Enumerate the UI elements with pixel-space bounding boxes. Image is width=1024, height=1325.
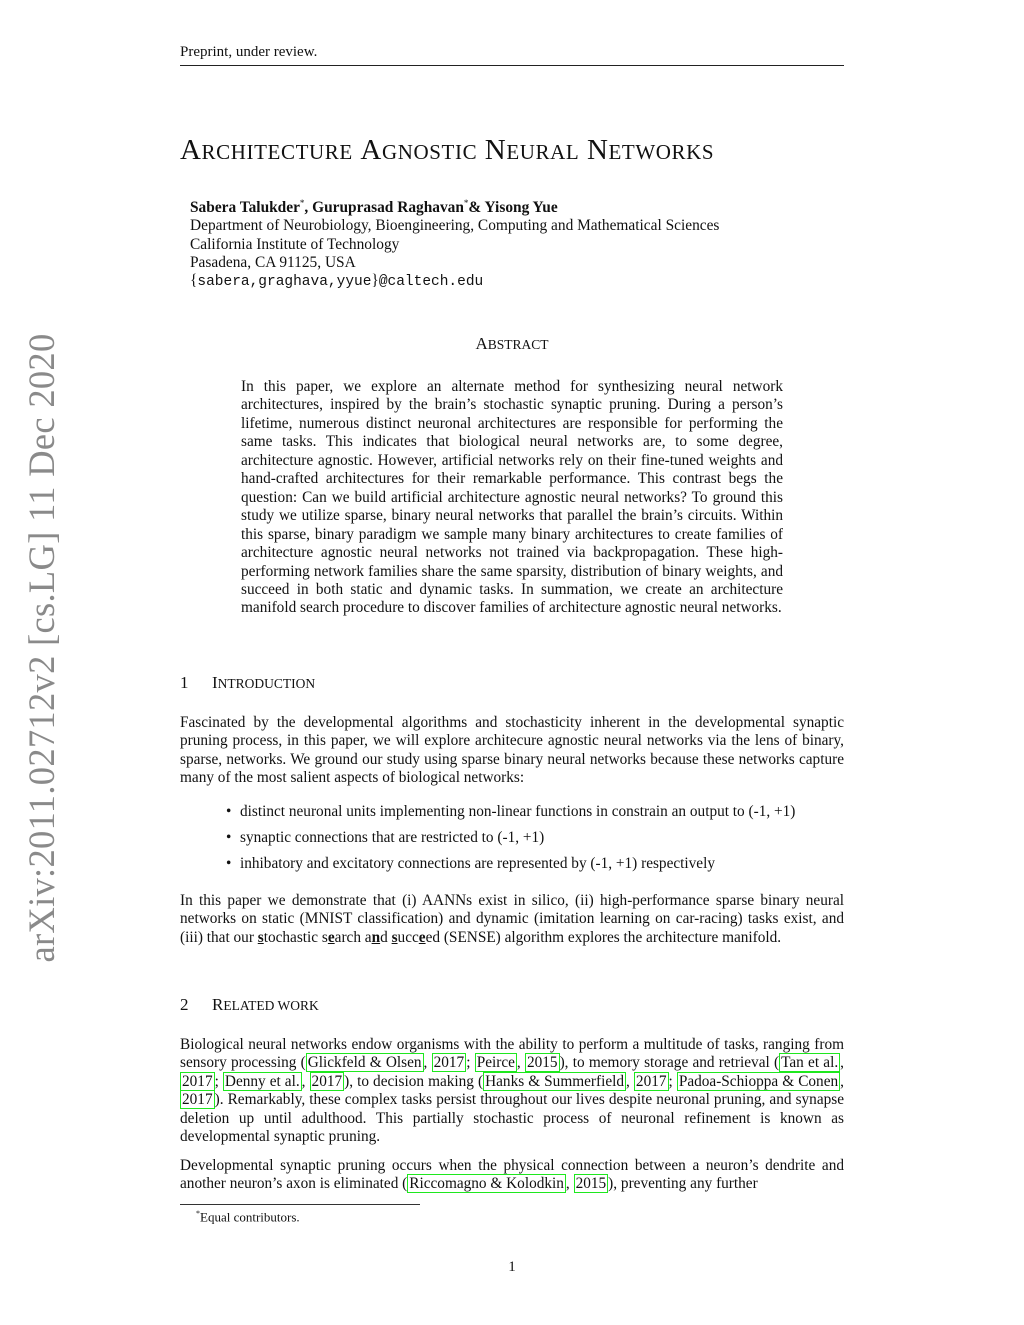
intro-paragraph-1: Fascinated by the developmental algorithms and stochasticity inherent in the developmental synaptic pruning process, in this paper, we will explore architecure agnostic neural networks via the lens of binary, sparse, networks. We ground our study using sparse binary neural networks because these networks capture many of the most salient aspects of biological networks:	[180, 714, 844, 787]
footnote: *Equal contributors.	[196, 1209, 300, 1225]
list-item: • distinct neuronal units implementing non-linear functions in constrain an output to (-1, +1)	[228, 803, 848, 821]
citation-link[interactable]: Peirce	[476, 1054, 515, 1072]
related-paragraph-1: Biological neural networks endow organisms with the ability to perform a multitude of tasks, ranging from sensory processing ( Glickfeld & Olsen , 2017 ; Peirce , 2015 ), to memory storage and retrieval ( Tan et al. , 2017 ; Denny et al. , 2017 ), to decision making ( Hanks & Summerfield , 2017 ; Padoa-Schioppa & Conen , 2017 ). Remarkably, these complex tasks persist throughout our lives despite neuronal pruning, and synapse deletion up until adulthood. This partially stochastic process of neuronal refinement is known as developmental synaptic pruning.	[180, 1036, 844, 1146]
page-number: 1	[508, 1259, 516, 1275]
citation-link[interactable]: 2017	[433, 1054, 465, 1072]
abstract-heading: ABSTRACT	[475, 334, 549, 353]
author-address: Pasadena, CA 91125, USA	[190, 254, 356, 272]
citation-link[interactable]: Hanks & Summerfield	[485, 1072, 625, 1090]
list-item: • synaptic connections that are restricted to (-1, +1)	[228, 829, 848, 847]
citation-link[interactable]: Denny et al.	[224, 1072, 300, 1090]
section-heading-related-work: 2 RELATED WORK	[180, 995, 319, 1014]
arxiv-stamp: arXiv:2011.02712v2 [cs.LG] 11 Dec 2020	[21, 333, 62, 963]
citation-link[interactable]: Tan et al.	[781, 1054, 839, 1072]
author-institution: California Institute of Technology	[190, 235, 400, 253]
running-head: Preprint, under review.	[180, 44, 318, 60]
section-heading-introduction: 1 INTRODUCTION	[180, 673, 316, 692]
citation-link[interactable]: Glickfeld & Olsen	[307, 1054, 422, 1072]
footnote-rule	[180, 1204, 420, 1205]
citation-link[interactable]: 2015	[575, 1175, 607, 1193]
citation-link[interactable]: 2017	[311, 1072, 343, 1090]
list-item: • inhibatory and excitatory connections are represented by (-1, +1) respectively	[228, 855, 848, 873]
intro-bullet-list	[228, 803, 848, 881]
citation-link[interactable]: 2017	[182, 1072, 213, 1090]
author-block	[190, 194, 830, 292]
citation-link[interactable]: Padoa-Schioppa & Conen	[678, 1072, 839, 1090]
citation-link[interactable]: 2017	[182, 1091, 213, 1109]
related-paragraph-2: Developmental synaptic pruning occurs when the physical connection between a neuron’s dendrite and another neuron’s axon is eliminated ( Riccomagno & Kolodkin , 2015 ), preventing any further	[180, 1157, 844, 1193]
header-rule	[180, 65, 844, 66]
citation-link[interactable]: 2015	[526, 1054, 558, 1072]
citation-link[interactable]: 2017	[635, 1072, 667, 1090]
author-names: Sabera Talukder*, Guruprasad Raghavan*& Yisong Yue	[190, 198, 558, 217]
paper-title: ARCHITECTURE AGNOSTIC NEURAL NETWORKS	[180, 134, 715, 166]
abstract-text: In this paper, we explore an alternate method for synthesizing neural network architectures, inspired by the brain’s stochastic synaptic pruning. During a person’s lifetime, numerous distinct neuronal architectures are responsible for performing the same tasks. This indicates that biological neural networks are, to some degree, architecture agnostic. However, artificial networks rely on their fine-tuned weights and hand-crafted architectures for their remarkable performance. This contrast begs the question: Can we build artificial architecture agnostic neural networks? To ground this study we utilize sparse, binary neural networks that parallel the brain’s circuits. Within this sparse, binary paradigm we sample many binary architectures to create families of architecture agnostic neural networks not trained via backpropagation. These high-performing network families share the same sparsity, distribution of binary weights, and succeed in both static and dynamic tasks. In summation, we create an architecture manifold search procedure to discover families of architecture agnostic neural networks.	[241, 378, 783, 617]
author-department: Department of Neurobiology, Bioengineering, Computing and Mathematical Sciences	[190, 217, 720, 235]
citation-link[interactable]: Riccomagno & Kolodkin	[409, 1175, 564, 1193]
author-email[interactable]: {sabera,graghava,yyue}@caltech.edu	[190, 272, 484, 291]
intro-paragraph-2: In this paper we demonstrate that (i) AANNs exist in silico, (ii) high-performance sparse binary neural networks on static (MNIST classification) and dynamic (imitation learning on car-racing) tasks exist, and (iii) that our stochastic search and succeed (SENSE) algorithm explores the architecture manifold.	[180, 892, 844, 946]
